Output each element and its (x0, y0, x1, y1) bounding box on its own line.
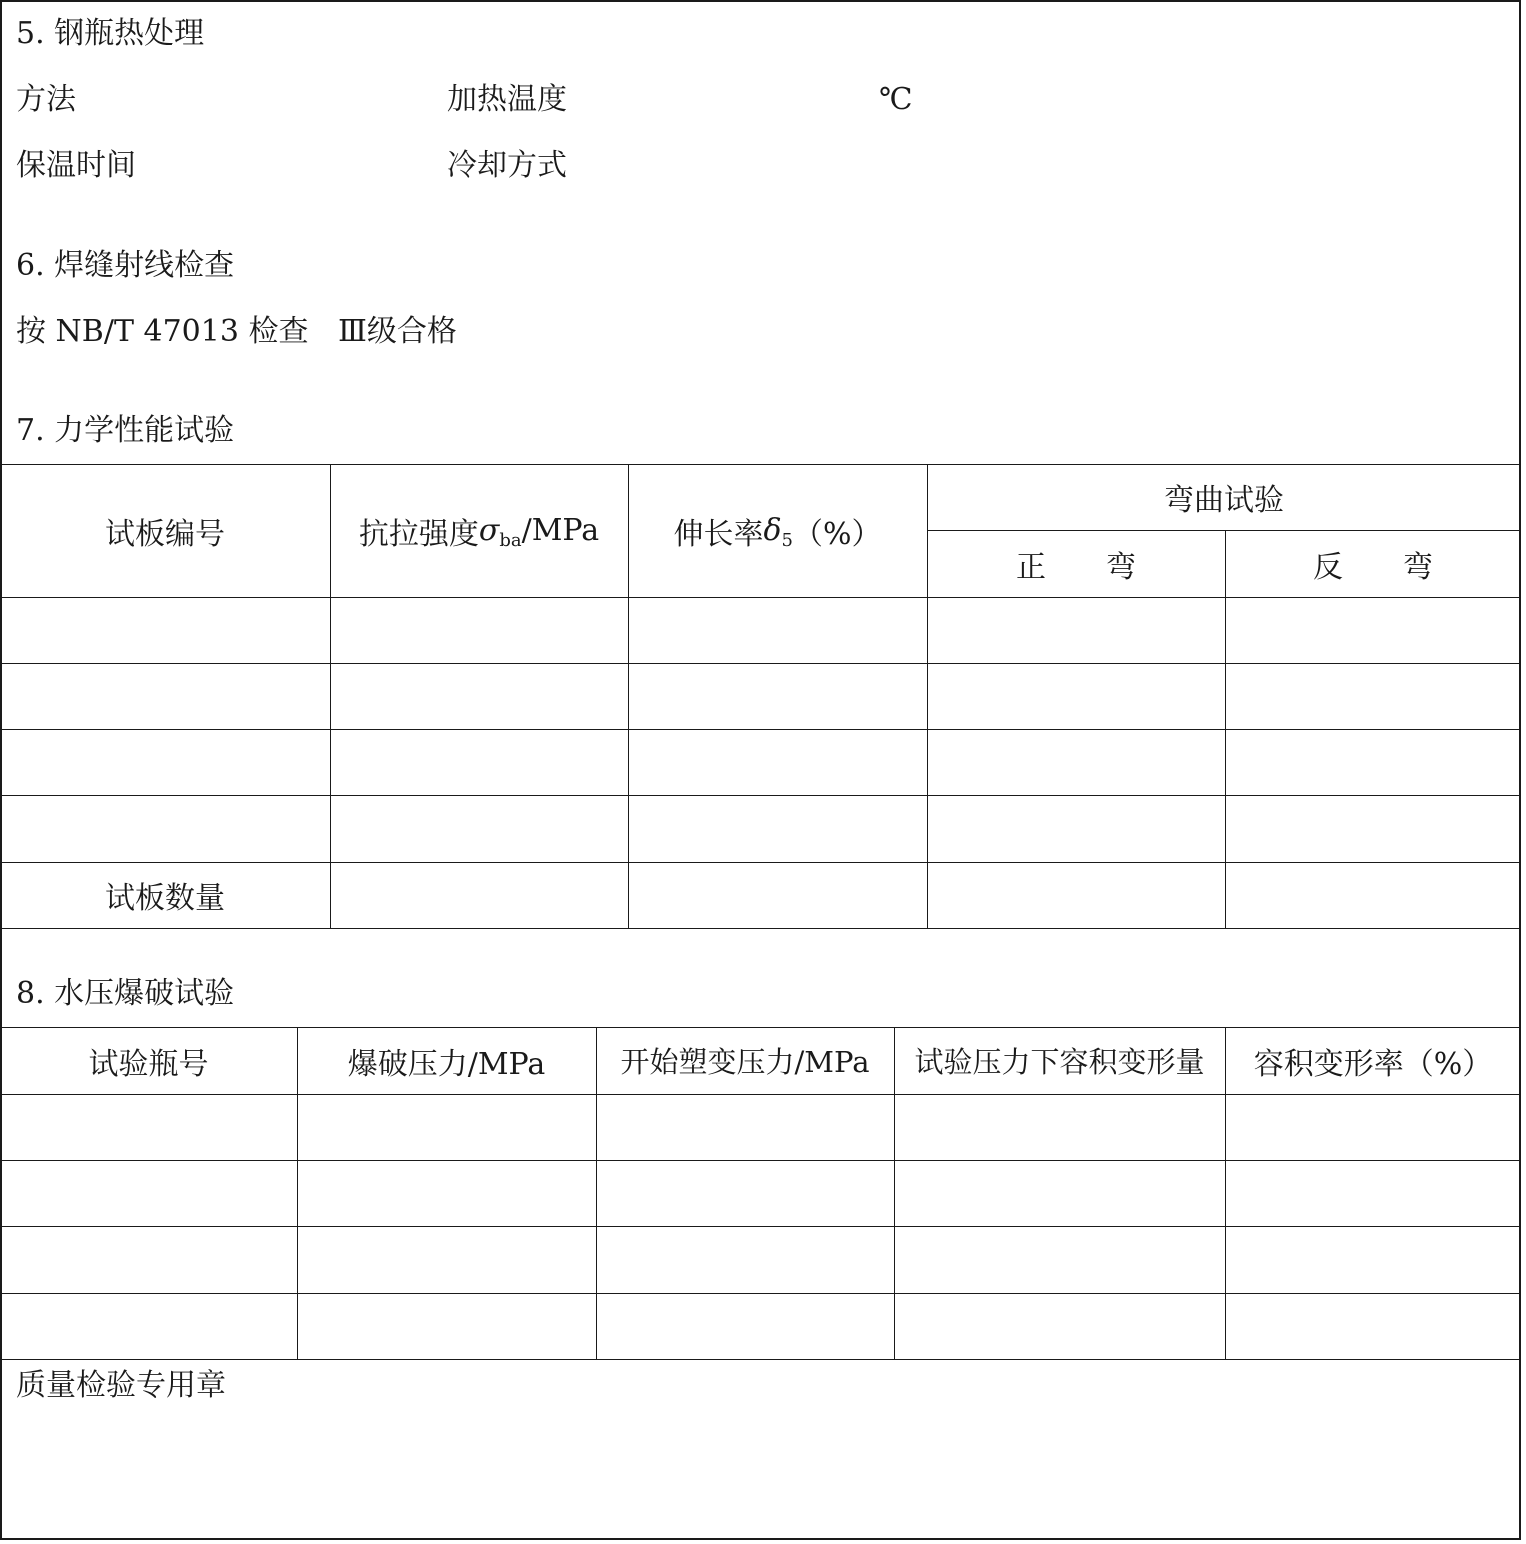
burst-pressure-cell[interactable] (297, 1160, 596, 1226)
cylinder-no-cell[interactable] (0, 1094, 297, 1160)
tensile-cell[interactable] (330, 729, 628, 795)
yield-pressure-cell[interactable] (596, 1094, 894, 1160)
root-bend-cell[interactable] (1225, 663, 1521, 729)
grade-text: Ⅲ级合格 (338, 314, 457, 349)
volume-deformation-cell[interactable] (894, 1094, 1225, 1160)
deformation-rate-cell[interactable] (1225, 1226, 1521, 1293)
burst-pressure-cell[interactable] (297, 1094, 596, 1160)
header-bend-test: 弯曲试验 (1164, 483, 1284, 518)
method-label: 方法 (16, 82, 76, 117)
sigma-symbol: σ (478, 513, 500, 548)
elongation-cell[interactable] (628, 795, 927, 862)
tensile-count-cell[interactable] (330, 862, 628, 928)
elong-unit: （%） (793, 516, 882, 552)
quality-stamp-label: 质量检验专用章 (16, 1368, 226, 1403)
face-bend-cell[interactable] (927, 663, 1225, 729)
face-bend-count-cell[interactable] (927, 862, 1225, 928)
delta-symbol: δ (763, 513, 782, 548)
volume-deformation-cell[interactable] (894, 1293, 1225, 1359)
face-bend-cell[interactable] (927, 795, 1225, 862)
section8-title: 8. 水压爆破试验 (16, 976, 235, 1011)
elong-prefix: 伸长率 (673, 516, 764, 552)
hold-time-label: 保温时间 (16, 148, 136, 183)
plate-count-label: 试板数量 (105, 881, 225, 916)
deformation-rate-cell[interactable] (1225, 1293, 1521, 1359)
plate-no-cell[interactable] (0, 795, 330, 862)
volume-deformation-cell[interactable] (894, 1226, 1225, 1293)
face-bend-cell[interactable] (927, 597, 1225, 663)
temp-unit: ℃ (879, 82, 913, 117)
header-burst-pressure: 爆破压力/MPa (347, 1046, 546, 1082)
plate-no-cell[interactable] (0, 729, 330, 795)
elong-subscript: 5 (781, 530, 793, 551)
elongation-cell[interactable] (628, 663, 927, 729)
root-bend-cell[interactable] (1225, 729, 1521, 795)
yield-pressure-cell[interactable] (596, 1226, 894, 1293)
header-deformation-rate: 容积变形率（%） (1253, 1046, 1493, 1082)
tensile-prefix: 抗拉强度 (358, 516, 479, 552)
tensile-cell[interactable] (330, 597, 628, 663)
section7-title: 7. 力学性能试验 (16, 413, 235, 448)
cylinder-no-cell[interactable] (0, 1293, 297, 1359)
root-bend-count-cell[interactable] (1225, 862, 1521, 928)
heat-temp-label: 加热温度 (447, 82, 567, 117)
header-face-bend: 正 弯 (1016, 549, 1136, 585)
burst-pressure-cell[interactable] (297, 1293, 596, 1359)
elongation-cell[interactable] (628, 729, 927, 795)
plate-no-cell[interactable] (0, 663, 330, 729)
cylinder-no-cell[interactable] (0, 1160, 297, 1226)
header-cylinder-no: 试验瓶号 (88, 1046, 209, 1082)
elongation-count-cell[interactable] (628, 862, 927, 928)
header-volume-deformation: 试验压力下容积变形量 (914, 1045, 1205, 1079)
deformation-rate-cell[interactable] (1225, 1160, 1521, 1226)
inspection-text: 按 NB/T 47013 检查 (16, 314, 309, 349)
header-yield-pressure: 开始塑变压力/MPa (620, 1045, 870, 1079)
volume-deformation-cell[interactable] (894, 1160, 1225, 1226)
section5-title: 5. 钢瓶热处理 (16, 16, 205, 51)
root-bend-cell[interactable] (1225, 795, 1521, 862)
yield-pressure-cell[interactable] (596, 1293, 894, 1359)
elongation-cell[interactable] (628, 597, 927, 663)
cylinder-no-cell[interactable] (0, 1226, 297, 1293)
plate-no-cell[interactable] (0, 597, 330, 663)
tensile-cell[interactable] (330, 663, 628, 729)
header-elongation (628, 464, 927, 597)
tensile-cell[interactable] (330, 795, 628, 862)
cooling-label: 冷却方式 (447, 148, 567, 183)
header-root-bend: 反 弯 (1313, 549, 1433, 585)
header-plate-no: 试板编号 (105, 516, 225, 552)
tensile-unit: /MPa (521, 513, 600, 548)
root-bend-cell[interactable] (1225, 597, 1521, 663)
face-bend-cell[interactable] (927, 729, 1225, 795)
header-tensile-strength (330, 464, 628, 597)
tensile-subscript: ba (499, 530, 522, 551)
yield-pressure-cell[interactable] (596, 1160, 894, 1226)
deformation-rate-cell[interactable] (1225, 1094, 1521, 1160)
burst-pressure-cell[interactable] (297, 1226, 596, 1293)
section6-title: 6. 焊缝射线检查 (16, 248, 235, 283)
